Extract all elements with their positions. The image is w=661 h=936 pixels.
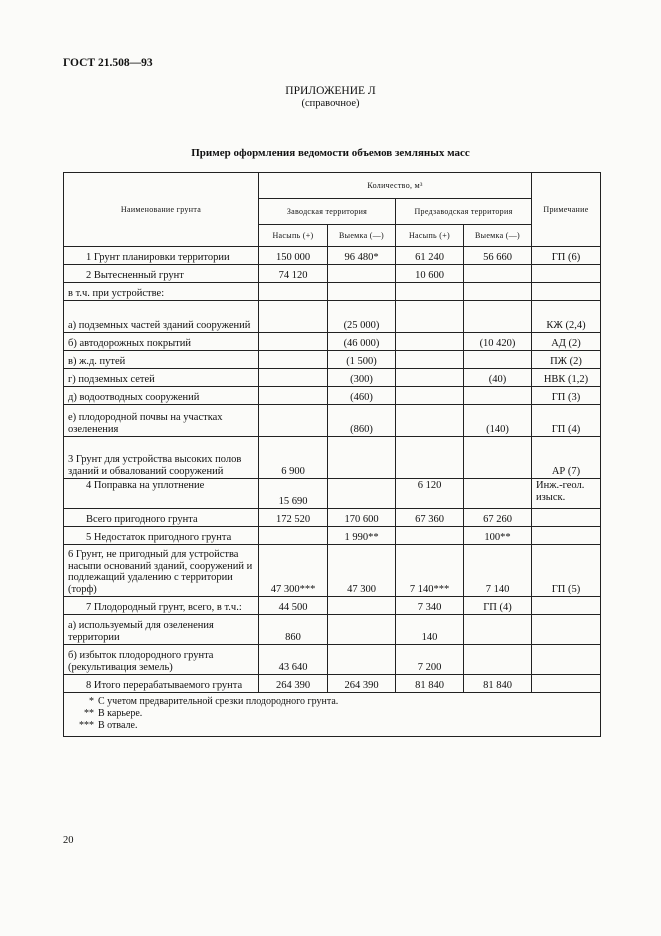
cell-cut-2	[464, 437, 532, 479]
cell-note	[532, 645, 601, 675]
cell-note: Инж.-геол. изыск.	[532, 479, 601, 509]
cell-fill: 44 500	[259, 597, 328, 615]
cell-fill: 6 900	[259, 437, 328, 479]
table-row	[64, 615, 601, 645]
cell-note: ПЖ (2)	[532, 351, 601, 369]
header-prefactory: Предзаводская территория	[396, 199, 532, 225]
cell-cut-2	[464, 479, 532, 509]
cell-note: ГП (3)	[532, 387, 601, 405]
header-cut: Выемка (—)	[328, 225, 396, 247]
table-row	[64, 545, 601, 597]
header-quantity: Количество, м³	[259, 173, 532, 199]
cell-note	[532, 675, 601, 693]
cell-note: НВК (1,2)	[532, 369, 601, 387]
cell-fill: 172 520	[259, 509, 328, 527]
cell-fill-2	[396, 405, 464, 437]
footnote: * С учетом предварительной срезки плодородного грунта.	[89, 696, 339, 707]
row-name: е) плодородной почвы на участках озеленения	[64, 405, 259, 437]
row-name: б) автодорожных покрытий	[64, 333, 259, 351]
table-row	[64, 479, 601, 509]
appendix-note: (справочное)	[301, 98, 360, 109]
cell-fill-2: 81 840	[396, 675, 464, 693]
cell-fill	[259, 405, 328, 437]
cell-fill: 47 300***	[259, 545, 328, 597]
cell-note: АР (7)	[532, 437, 601, 479]
table-row	[64, 369, 601, 387]
page-number: 20	[63, 835, 74, 846]
cell-cut-2: (140)	[464, 405, 532, 437]
table-row	[64, 405, 601, 437]
cell-fill: 43 640	[259, 645, 328, 675]
cell-cut	[328, 615, 396, 645]
footnote: ** В карьере.	[84, 708, 143, 719]
cell-cut	[328, 265, 396, 283]
cell-fill-2	[396, 387, 464, 405]
row-name: в) ж.д. путей	[64, 351, 259, 369]
standard-code: ГОСТ 21.508—93	[63, 57, 153, 69]
cell-cut: (1 500)	[328, 351, 396, 369]
table-row	[64, 527, 601, 545]
row-name: 2 Вытесненный грунт	[64, 265, 259, 283]
row-name: Всего пригодного грунта	[64, 509, 259, 527]
cell-note	[532, 509, 601, 527]
cell-note	[532, 597, 601, 615]
cell-fill	[259, 351, 328, 369]
cell-note	[532, 265, 601, 283]
cell-note	[532, 615, 601, 645]
table-row	[64, 351, 601, 369]
cell-fill: 860	[259, 615, 328, 645]
cell-cut-2: 56 660	[464, 247, 532, 265]
earthwork-table	[63, 172, 601, 737]
row-name: г) подземных сетей	[64, 369, 259, 387]
table-row	[64, 645, 601, 675]
table-row	[64, 333, 601, 351]
cell-note	[532, 527, 601, 545]
cell-cut-2	[464, 387, 532, 405]
table-row	[64, 283, 601, 301]
row-name: 6 Грунт, не пригодный для устройства насыпи оснований зданий, сооружений и подлежащий удалению с территории (торф)	[64, 545, 259, 597]
cell-cut: 96 480*	[328, 247, 396, 265]
cell-cut-2: (10 420)	[464, 333, 532, 351]
cell-fill	[259, 283, 328, 301]
cell-cut: 1 990**	[328, 527, 396, 545]
table-row	[64, 387, 601, 405]
header-cut-2: Выемка (—)	[464, 225, 532, 247]
cell-note: АД (2)	[532, 333, 601, 351]
cell-cut: 170 600	[328, 509, 396, 527]
header-note: Примечание	[532, 173, 601, 247]
cell-fill-2: 7 340	[396, 597, 464, 615]
cell-cut: (460)	[328, 387, 396, 405]
cell-fill-2: 7 200	[396, 645, 464, 675]
table-row	[64, 437, 601, 479]
row-name: 3 Грунт для устройства высоких полов зданий и обвалований сооружений	[64, 437, 259, 479]
cell-cut-2	[464, 615, 532, 645]
header-name: Наименование грунта	[64, 173, 259, 247]
cell-fill: 264 390	[259, 675, 328, 693]
cell-fill-2	[396, 283, 464, 301]
table-row	[64, 247, 601, 265]
cell-cut-2	[464, 351, 532, 369]
footnotes	[64, 693, 601, 737]
cell-cut-2	[464, 645, 532, 675]
row-name: 4 Поправка на уплотнение	[64, 479, 259, 509]
cell-fill-2: 10 600	[396, 265, 464, 283]
cell-fill	[259, 333, 328, 351]
row-name: 1 Грунт планировки территории	[64, 247, 259, 265]
cell-cut	[328, 283, 396, 301]
cell-cut-2: 7 140	[464, 545, 532, 597]
cell-fill	[259, 369, 328, 387]
cell-cut	[328, 597, 396, 615]
appendix-title: ПРИЛОЖЕНИЕ Л	[285, 85, 376, 97]
row-name: а) используемый для озеленения территории	[64, 615, 259, 645]
header-fill: Насыпь (+)	[259, 225, 328, 247]
cell-cut: (860)	[328, 405, 396, 437]
cell-fill: 150 000	[259, 247, 328, 265]
cell-fill-2	[396, 301, 464, 333]
cell-fill-2	[396, 333, 464, 351]
cell-fill: 15 690	[259, 479, 328, 509]
cell-cut: (46 000)	[328, 333, 396, 351]
table-row	[64, 597, 601, 615]
cell-note: ГП (4)	[532, 405, 601, 437]
row-name: а) подземных частей зданий сооружений	[64, 301, 259, 333]
cell-cut	[328, 437, 396, 479]
cell-fill-2	[396, 351, 464, 369]
cell-cut-2: 100**	[464, 527, 532, 545]
row-name: 8 Итого перерабатываемого грунта	[64, 675, 259, 693]
table-title: Пример оформления ведомости объемов земляных масс	[191, 147, 470, 159]
cell-cut-2: (40)	[464, 369, 532, 387]
cell-note: ГП (5)	[532, 545, 601, 597]
footnote: *** В отвале.	[79, 720, 138, 731]
cell-cut: 47 300	[328, 545, 396, 597]
row-name: б) избыток плодородного грунта (рекультивация земель)	[64, 645, 259, 675]
footnotes-row	[64, 693, 601, 737]
cell-cut-2	[464, 301, 532, 333]
row-name: 5 Недостаток пригодного грунта	[64, 527, 259, 545]
header-fill-2: Насыпь (+)	[396, 225, 464, 247]
row-name: д) водоотводных сооружений	[64, 387, 259, 405]
cell-fill	[259, 387, 328, 405]
cell-fill-2: 61 240	[396, 247, 464, 265]
cell-cut	[328, 479, 396, 509]
table-row	[64, 301, 601, 333]
cell-note	[532, 283, 601, 301]
cell-fill-2	[396, 369, 464, 387]
cell-note: КЖ (2,4)	[532, 301, 601, 333]
cell-fill-2	[396, 527, 464, 545]
cell-cut-2	[464, 265, 532, 283]
cell-fill	[259, 301, 328, 333]
cell-fill-2: 6 120	[396, 479, 464, 509]
cell-cut: 264 390	[328, 675, 396, 693]
cell-fill-2	[396, 437, 464, 479]
cell-note: ГП (6)	[532, 247, 601, 265]
cell-fill: 74 120	[259, 265, 328, 283]
cell-cut-2: 81 840	[464, 675, 532, 693]
cell-cut	[328, 645, 396, 675]
cell-cut: (25 000)	[328, 301, 396, 333]
cell-cut-2: ГП (4)	[464, 597, 532, 615]
cell-fill-2: 7 140***	[396, 545, 464, 597]
cell-fill-2: 140	[396, 615, 464, 645]
cell-cut: (300)	[328, 369, 396, 387]
row-name: в т.ч. при устройстве:	[64, 283, 259, 301]
cell-cut-2	[464, 283, 532, 301]
header-factory: Заводская территория	[259, 199, 396, 225]
cell-fill-2: 67 360	[396, 509, 464, 527]
cell-fill	[259, 527, 328, 545]
table-row	[64, 675, 601, 693]
cell-cut-2: 67 260	[464, 509, 532, 527]
table-row	[64, 265, 601, 283]
table-row	[64, 509, 601, 527]
row-name: 7 Плодородный грунт, всего, в т.ч.:	[64, 597, 259, 615]
